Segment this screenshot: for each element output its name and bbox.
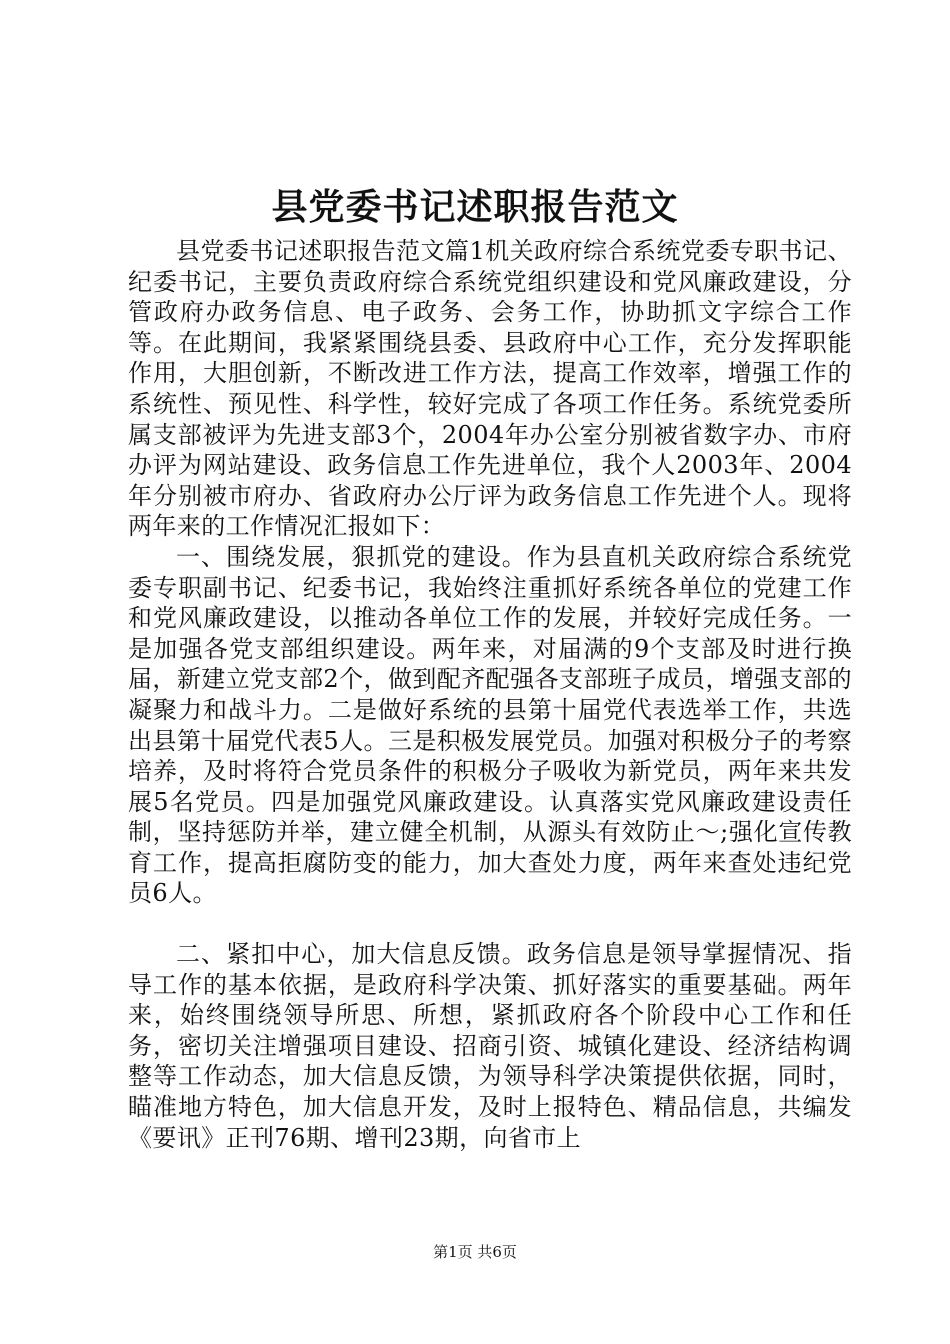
document-body: [128, 236, 852, 1153]
page-number-footer: 第1页 共6页: [433, 1243, 517, 1261]
paragraph-party-building: 一、围绕发展，狠抓党的建设。作为县直机关政府综合系统党委专职副书记、纪委书记，我始终注重抓好系统各单位的党建工作和党风廉政建设，以推动各单位工作的发展，并较好完成任务。一是加强各党支部组织建设。两年来，对届满的9个支部及时进行换届，新建立党支部2个，做到配齐配强各支部班子成员，增强支部的凝聚力和战斗力。二是做好系统的县第十届党代表选举工作，共选出县第十届党代表5人。三是积极发展党员。加强对积极分子的考察培养，及时将符合党员条件的积极分子吸收为新党员，两年来共发展5名党员。四是加强党风廉政建设。认真落实党风廉政建设责任制，坚持惩防并举，建立健全机制，从源头有效防止～;强化宣传教育工作，提高拒腐防变的能力，加大查处力度，两年来查处违纪党员6人。: [128, 542, 852, 908]
paragraph-intro: 县党委书记述职报告范文篇1机关政府综合系统党委专职书记、纪委书记，主要负责政府综合系统党组织建设和党风廉政建设，分管政府办政务信息、电子政务、会务工作，协助抓文字综合工作等。在此期间，我紧紧围绕县委、县政府中心工作，充分发挥职能作用，大胆创新，不断改进工作方法，提高工作效率，增强工作的系统性、预见性、科学性，较好完成了各项工作任务。系统党委所属支部被评为先进支部3个，2004年办公室分别被省数字办、市府办评为网站建设、政务信息工作先进单位，我个人2003年、2004年分别被市府办、省政府办公厅评为政务信息工作先进个人。现将两年来的工作情况汇报如下：: [128, 237, 852, 541]
paragraph-information-feedback: 二、紧扣中心，加大信息反馈。政务信息是领导掌握情况、指导工作的基本依据，是政府科学决策、抓好落实的重要基础。两年来，始终围绕领导所思、所想，紧抓政府各个阶段中心工作和任务，密切关注增强项目建设、招商引资、城镇化建设、经济结构调整等工作动态，加大信息反馈，为领导科学决策提供依据，同时，瞄准地方特色，加大信息开发，及时上报特色、精品信息，共编发《要讯》正刊76期、增刊23期，向省市上: [128, 940, 852, 1152]
document-title: 县党委书记述职报告范文: [271, 186, 679, 228]
